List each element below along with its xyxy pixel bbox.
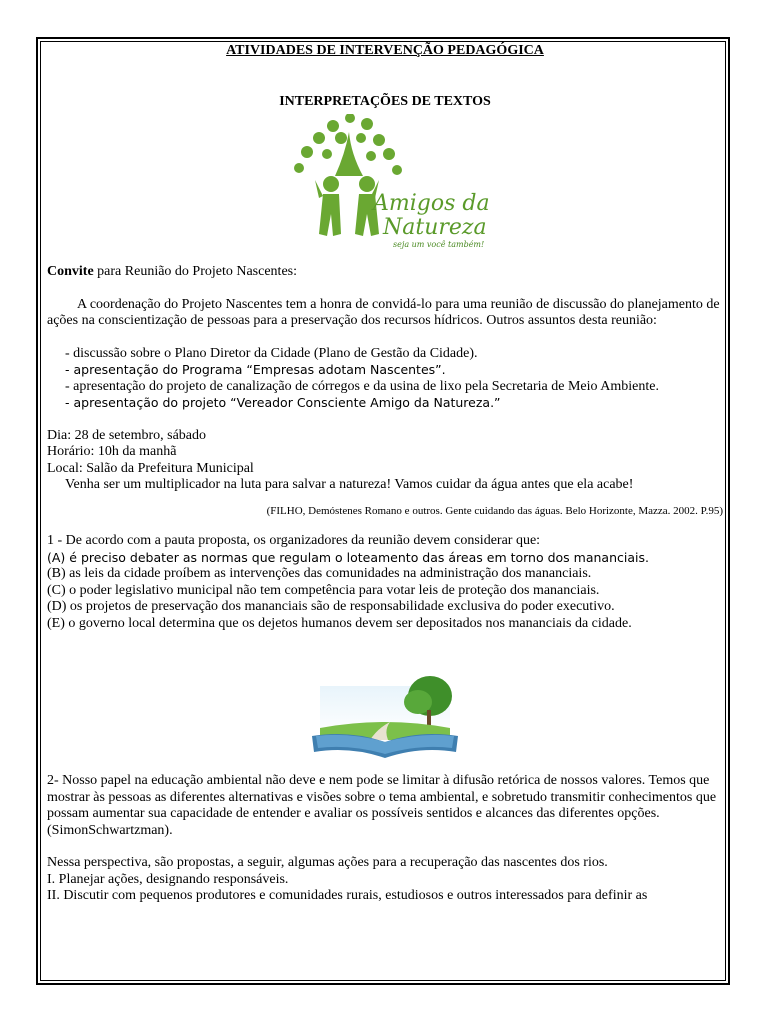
question-2-lead: Nessa perspectiva, são propostas, a seguir, algumas ações para a recuperação das nascentes dos rios. [47,855,608,870]
option-d: (D) os projetos de preservação dos mananciais são de responsabilidade exclusiva do poder executivo. [47,599,615,614]
meeting-location: Local: Salão da Prefeitura Municipal [47,460,254,476]
meeting-details [47,428,723,494]
question-2-prompt: 2- Nosso papel na educação ambiental não deve e nem pode se limitar à difusão retórica de nossos valores. Temos que mostrar às pessoas as diferentes alternativas e visões sobre o tema ambiental, e sobretudo transmitir conhecimentos que possam aumentar sua capacidade de entender e avaliar os possíveis sentidos e alcances das diferentes opções. [47,773,717,821]
open-book-tree-illustration [310,666,460,766]
option-a: (A) é preciso debater as normas que regulam o loteamento das áreas em torno dos mananciais. [47,549,649,565]
invite-paragraph: A coordenação do Projeto Nascentes tem a honra de convidá-lo para uma reunião de discussão do planejamento de ações na conscientização de pessoas para a preservação dos recursos hídricos. Outros assuntos desta reunião: [47,296,720,328]
agenda-item: - apresentação do Programa “Empresas adotam Nascentes”. [65,362,446,377]
page-title: ATIVIDADES DE INTERVENÇÃO PEDAGÓGICA [226,43,544,58]
action-item: II. Discutir com pequenos produtores e comunidades rurais, estudiosos e outros interessados para definir as [47,888,648,903]
page-subtitle: INTERPRETAÇÕES DE TEXTOS [279,93,491,109]
document-body [47,42,723,905]
invite-title: Convite para Reunião do Projeto Nascentes: [47,264,297,279]
amigos-da-natureza-logo [275,114,495,254]
question-2 [47,773,723,905]
meeting-date: Dia: 28 de setembro, sábado [47,427,207,443]
option-c: (C) o poder legislativo municipal não tem competência para votar leis de proteção dos mananciais. [47,582,600,598]
agenda-item: - apresentação do projeto “Vereador Consciente Amigo da Natureza.” [65,395,501,410]
question-1-prompt: 1 - De acordo com a pauta proposta, os organizadores da reunião devem considerar que: [47,533,541,548]
option-e: (E) o governo local determina que os dejetos humanos devem ser depositados nos mananciais da cidade. [47,615,632,631]
action-item: I. Planejar ações, designando responsáveis. [47,871,289,887]
invite-closing: Venha ser um multiplicador na luta para salvar a natureza! Vamos cuidar da água antes que ela acabe! [65,477,634,492]
question-1 [47,533,723,632]
logo-line2: Natureza [383,215,487,240]
option-b: (B) as leis da cidade proíbem as intervenções das comunidades na administração dos mananciais. [47,566,592,581]
agenda-item: - apresentação do projeto de canalização de córregos e da usina de lixo pela Secretaria de Meio Ambiente. [65,378,659,394]
quote-author: (SimonSchwartzman). [47,822,173,838]
meeting-time: Horário: 10h da manhã [47,444,177,459]
logo-line1: Amigos da [373,191,490,216]
agenda-list [47,346,723,412]
logo-tagline: seja um você também! [393,240,485,249]
citation: (FILHO, Demóstenes Romano e outros. Gente cuidando das águas. Belo Horizonte, Mazza. 2002. P.95) [266,504,723,517]
agenda-item: - discussão sobre o Plano Diretor da Cidade (Plano de Gestão da Cidade). [65,345,478,361]
